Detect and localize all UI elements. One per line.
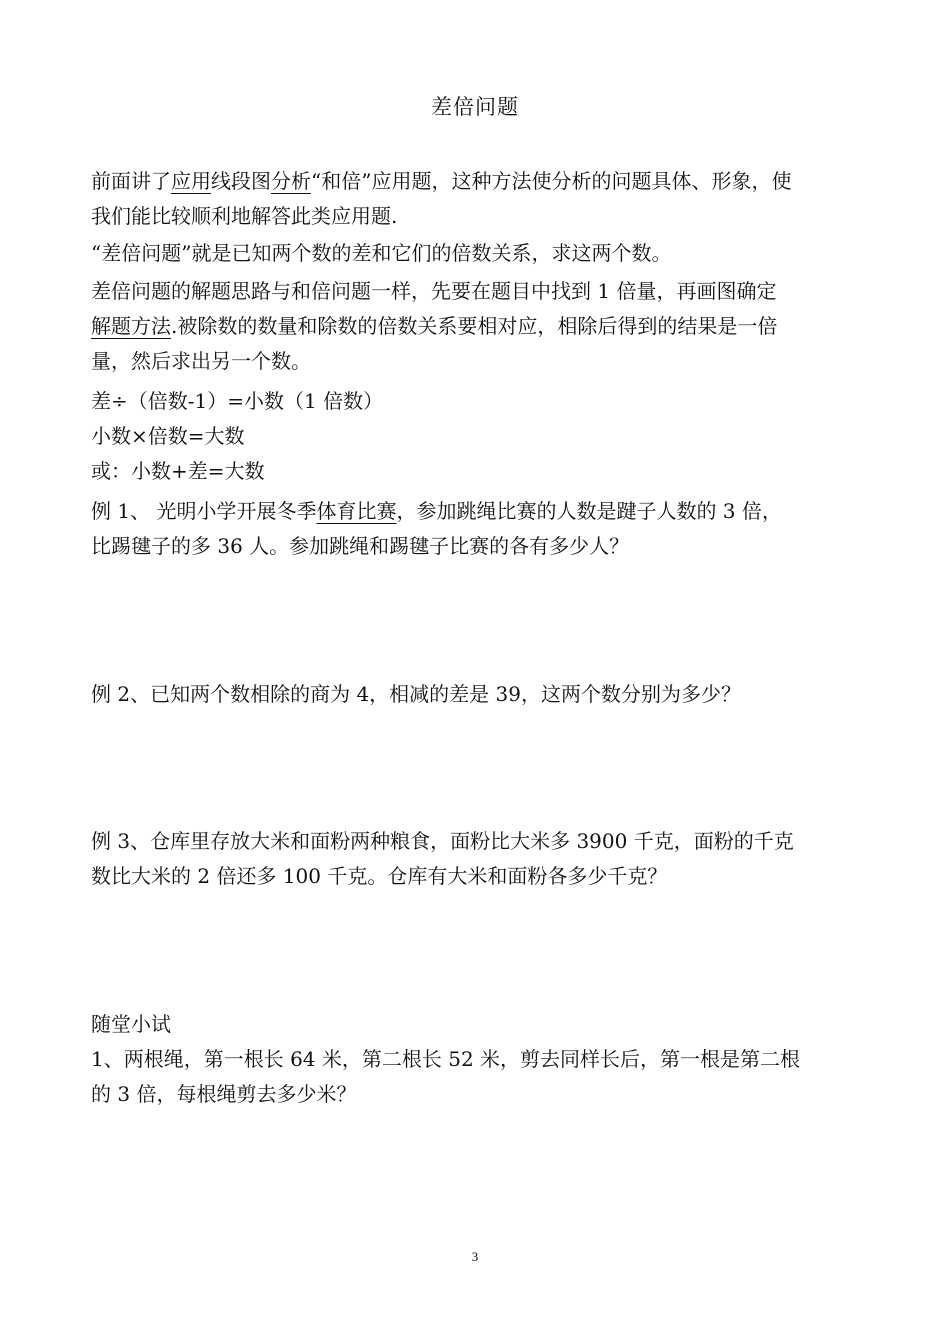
- method-line-2: [91, 309, 861, 344]
- example-3-line-1: 例 3、仓库里存放大米和面粉两种粮食，面粉比大米多 3900 千克，面粉的千克: [91, 829, 794, 853]
- example-2: [91, 677, 861, 712]
- intro-text-b: 线段图: [211, 169, 271, 193]
- example-1-text-b: ，参加跳绳比赛的人数是踺子人数的 3 倍，: [396, 499, 782, 523]
- method-text-b: .被除数的数量和除数的倍数关系要相对应，相除后得到的结果是一倍: [171, 314, 778, 338]
- underlined-term-yingyong: 应用: [171, 169, 211, 193]
- intro-line-2: 我们能比较顺利地解答此类应用题.: [91, 204, 398, 228]
- intro-text-c: “和倍”应用题，这种方法使分析的问题具体、形象，使: [311, 169, 792, 193]
- example-1-line-1: [91, 494, 861, 529]
- method-line-1: 差倍问题的解题思路与和倍问题一样，先要在题目中找到 1 倍量，再画图确定: [91, 279, 777, 303]
- method-paragraph: [91, 274, 861, 379]
- intro-paragraph: [91, 164, 861, 234]
- page-title: 差倍问题: [431, 95, 519, 119]
- formula-list: [91, 384, 861, 489]
- quiz-q1-line-2: 的 3 倍，每根绳剪去多少米？: [91, 1082, 357, 1106]
- quiz-heading: 随堂小试: [91, 1012, 171, 1036]
- definition-paragraph: [91, 236, 861, 271]
- formula-3: 或：小数+差=大数: [91, 459, 265, 483]
- example-2-line-1: 例 2、已知两个数相除的商为 4，相减的差是 39，这两个数分别为多少？: [91, 682, 741, 706]
- underlined-term-tiyu: 体育比赛: [316, 499, 397, 523]
- example-1: [91, 494, 861, 564]
- example-3-line-2: 数比大米的 2 倍还多 100 千克。仓库有大米和面粉各多少千克？: [91, 864, 668, 888]
- intro-text-a: 前面讲了: [91, 169, 171, 193]
- example-1-line-2: 比踢毽子的多 36 人。参加跳绳和踢毽子比赛的各有多少人？: [91, 534, 630, 558]
- formula-2: 小数×倍数=大数: [91, 424, 245, 448]
- intro-line-1: [91, 164, 861, 199]
- underlined-term-fenxi: 分析: [271, 169, 311, 193]
- underlined-term-jieti: 解题方法: [91, 314, 171, 338]
- page-number: 3: [471, 1249, 479, 1264]
- method-line-3: 量，然后求出另一个数。: [91, 349, 311, 373]
- formula-1: 差÷（倍数-1）=小数（1 倍数）: [91, 389, 384, 413]
- quiz-section: [91, 1007, 861, 1112]
- example-1-text-a: 例 1、 光明小学开展冬季: [91, 499, 317, 523]
- quiz-q1-line-1: 1、两根绳，第一根长 64 米，第二根长 52 米，剪去同样长后，第一根是第二根: [91, 1047, 801, 1071]
- definition-text: “差倍问题”就是已知两个数的差和它们的倍数关系，求这两个数。: [91, 241, 672, 265]
- example-3: [91, 824, 861, 894]
